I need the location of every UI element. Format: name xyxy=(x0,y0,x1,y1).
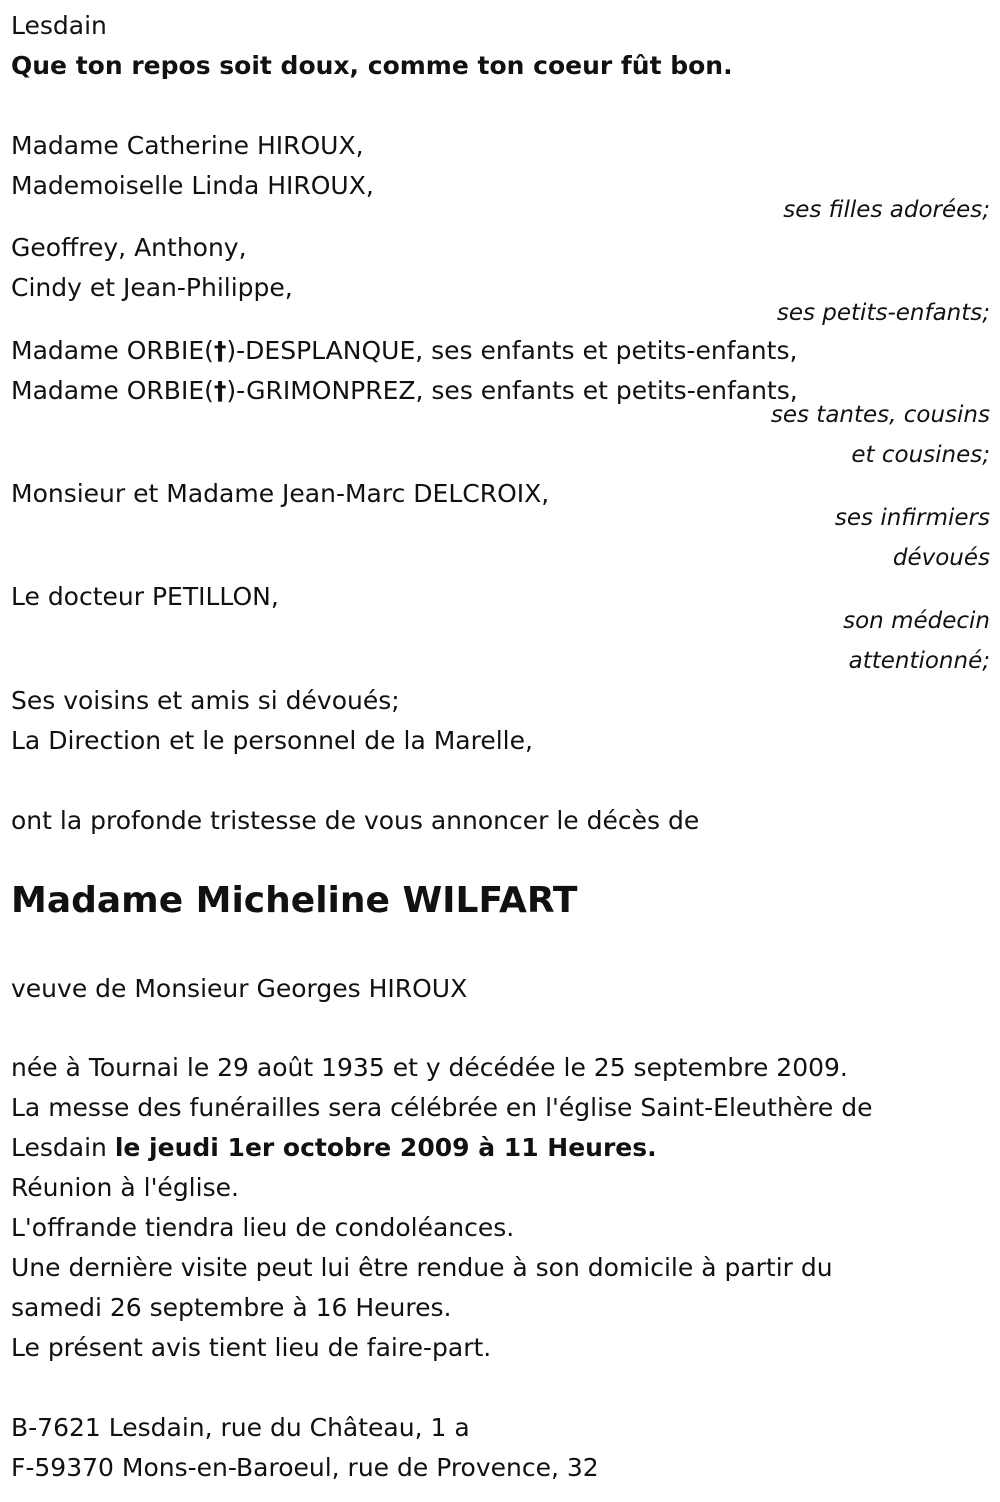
doctor-relation-2: attentionné; xyxy=(848,648,990,674)
mass-line-2: Lesdain le jeudi 1er octobre 2009 à 11 Heures. xyxy=(11,1133,657,1162)
epitaph: Que ton repos soit doux, comme ton coeur fût bon. xyxy=(11,51,733,80)
grandchildren-relation: ses petits-enfants; xyxy=(776,300,990,326)
funeral-date: le jeudi 1er octobre 2009 à 11 Heures. xyxy=(114,1133,657,1162)
notice: Le présent avis tient lieu de faire-part. xyxy=(11,1333,492,1362)
aunt-2: Madame ORBIE(†)-GRIMONPREZ, ses enfants et petits-enfants, xyxy=(11,376,798,405)
nurses-relation-2: dévoués xyxy=(892,545,990,571)
doctor-relation-1: son médecin xyxy=(843,608,990,634)
aunts-relation-1: ses tantes, cousins xyxy=(770,402,990,428)
doctor: Le docteur PETILLON, xyxy=(11,582,279,611)
aunts-relation-2: et cousines; xyxy=(851,442,990,468)
daughter-2: Mademoiselle Linda HIROUX, xyxy=(11,171,374,200)
aunt-1: Madame ORBIE(†)-DESPLANQUE, ses enfants et petits-enfants, xyxy=(11,336,798,365)
birth-death: née à Tournai le 29 août 1935 et y décédée le 25 septembre 2009. xyxy=(11,1053,848,1082)
staff: La Direction et le personnel de la Marelle, xyxy=(11,726,533,755)
place-heading: Lesdain xyxy=(11,11,107,40)
neighbours: Ses voisins et amis si dévoués; xyxy=(11,686,400,715)
deceased-name: Madame Micheline WILFART xyxy=(11,880,578,921)
widow-of: veuve de Monsieur Georges HIROUX xyxy=(11,974,468,1003)
offering: L'offrande tiendra lieu de condoléances. xyxy=(11,1213,515,1242)
visit-line-2: samedi 26 septembre à 16 Heures. xyxy=(11,1293,452,1322)
daughters-relation: ses filles adorées; xyxy=(783,197,990,223)
nurses-relation-1: ses infirmiers xyxy=(834,505,990,531)
mass-line-1: La messe des funérailles sera célébrée en l'église Saint-Eleuthère de xyxy=(11,1093,873,1122)
cross-icon: † xyxy=(213,376,227,405)
announcement: ont la profonde tristesse de vous annoncer le décès de xyxy=(11,806,700,835)
nurses: Monsieur et Madame Jean-Marc DELCROIX, xyxy=(11,479,550,508)
visit-line-1: Une dernière visite peut lui être rendue à son domicile à partir du xyxy=(11,1253,833,1282)
grandchildren-1: Geoffrey, Anthony, xyxy=(11,233,247,262)
address-1: B-7621 Lesdain, rue du Château, 1 a xyxy=(11,1413,470,1442)
daughter-1: Madame Catherine HIROUX, xyxy=(11,131,364,160)
meeting: Réunion à l'église. xyxy=(11,1173,239,1202)
address-2: F-59370 Mons-en-Baroeul, rue de Provence, 32 xyxy=(11,1453,599,1482)
grandchildren-2: Cindy et Jean-Philippe, xyxy=(11,273,293,302)
cross-icon: † xyxy=(213,336,227,365)
